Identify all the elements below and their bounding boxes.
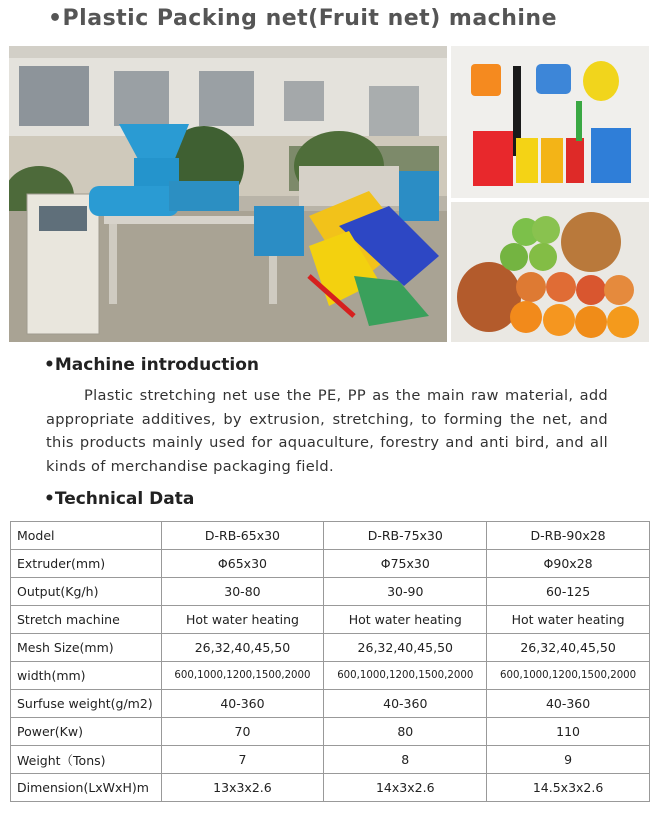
machine-intro-text: Plastic stretching net use the PE, PP as the main raw material, add appropriate additives, by extrusion, stretching, to forming the net, and this products mainly used for aquaculture, forestry and anti bird, and all kinds of merchandise packaging field. [46, 387, 608, 475]
table-row [11, 578, 650, 606]
table-cell: Stretch machine [11, 606, 162, 634]
table-cell: D-RB-65x30 [161, 522, 324, 550]
table-row [11, 690, 650, 718]
table-cell: D-RB-90x28 [487, 522, 650, 550]
table-cell: 26,32,40,45,50 [487, 634, 650, 662]
table-cell: D-RB-75x30 [324, 522, 487, 550]
table-cell: Hot water heating [487, 606, 650, 634]
table-cell: 40-360 [487, 690, 650, 718]
table-cell: Output(Kg/h) [11, 578, 162, 606]
table-cell: 110 [487, 718, 650, 746]
table-cell: 80 [324, 718, 487, 746]
table-cell: Φ75x30 [324, 550, 487, 578]
fruit-net-photo [451, 202, 649, 342]
table-cell: width(mm) [11, 662, 162, 690]
table-cell: 9 [487, 746, 650, 774]
table-cell: Model [11, 522, 162, 550]
table-cell: Power(Kw) [11, 718, 162, 746]
table-cell: 30-80 [161, 578, 324, 606]
table-cell: 26,32,40,45,50 [161, 634, 324, 662]
net-products-photo [451, 46, 649, 198]
table-cell: Mesh Size(mm) [11, 634, 162, 662]
table-row [11, 550, 650, 578]
table-cell: Hot water heating [324, 606, 487, 634]
table-cell: 26,32,40,45,50 [324, 634, 487, 662]
table-cell: 60-125 [487, 578, 650, 606]
machine-intro-heading: •Machine introduction [44, 355, 260, 375]
table-row [11, 634, 650, 662]
table-row [11, 718, 650, 746]
table-cell: 40-360 [324, 690, 487, 718]
table-row [11, 606, 650, 634]
table-cell: 70 [161, 718, 324, 746]
table-cell: 8 [324, 746, 487, 774]
page-title: •Plastic Packing net(Fruit net) machine [48, 6, 557, 31]
technical-data-table [10, 521, 650, 802]
table-cell: 14.5x3x2.6 [487, 774, 650, 802]
technical-data-heading: •Technical Data [44, 489, 195, 509]
table-cell: Dimension(LxWxH)m [11, 774, 162, 802]
machine-photo [9, 46, 447, 342]
table-header-row [11, 522, 650, 550]
table-cell: 40-360 [161, 690, 324, 718]
table-row [11, 662, 650, 690]
table-cell: Hot water heating [161, 606, 324, 634]
table-cell: Surfuse weight(g/m2) [11, 690, 162, 718]
table-row [11, 774, 650, 802]
table-cell: 600,1000,1200,1500,2000 [487, 662, 650, 690]
table-cell: 600,1000,1200,1500,2000 [161, 662, 324, 690]
table-cell: 600,1000,1200,1500,2000 [324, 662, 487, 690]
table-cell: Φ65x30 [161, 550, 324, 578]
table-cell: Weight（Tons) [11, 746, 162, 774]
table-cell: 30-90 [324, 578, 487, 606]
table-cell: 14x3x2.6 [324, 774, 487, 802]
table-cell: Extruder(mm) [11, 550, 162, 578]
table-cell: 7 [161, 746, 324, 774]
table-cell: Φ90x28 [487, 550, 650, 578]
table-row [11, 746, 650, 774]
table-cell: 13x3x2.6 [161, 774, 324, 802]
